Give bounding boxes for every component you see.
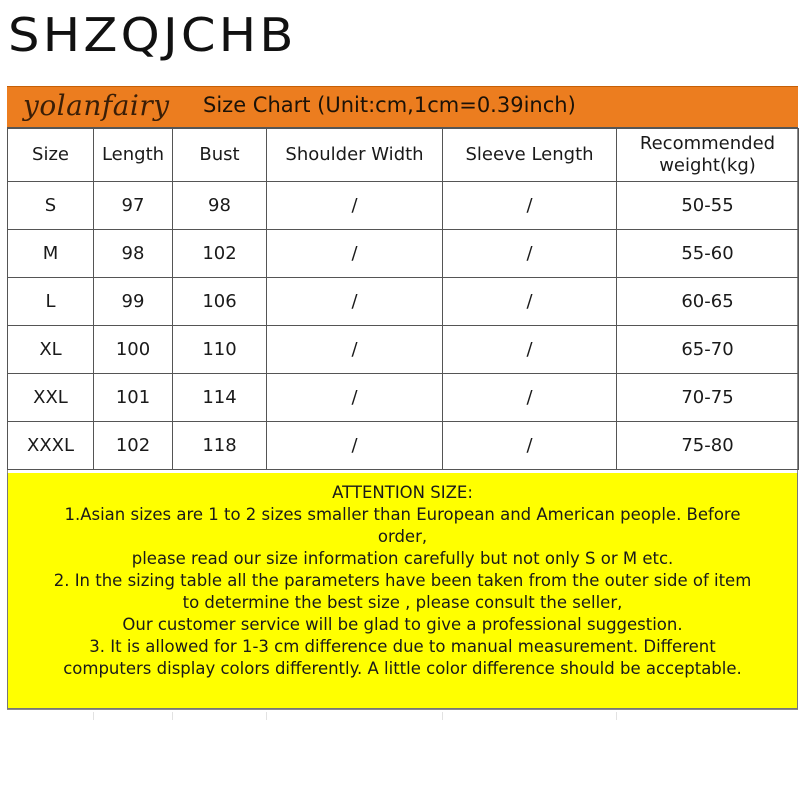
cell-length: 102	[94, 422, 173, 470]
cell-sleeve-length: /	[443, 278, 617, 326]
column-header-shoulder-width: Shoulder Width	[267, 129, 443, 182]
table-header-row	[8, 129, 799, 182]
cell-sleeve-length: /	[443, 230, 617, 278]
cell-size: XXXL	[8, 422, 94, 470]
gridline-stub	[442, 712, 443, 720]
cell-recommended-weight: 50-55	[617, 182, 799, 230]
cell-bust: 110	[173, 326, 267, 374]
notes-line: 1.Asian sizes are 1 to 2 sizes smaller than European and American people. Before	[64, 505, 741, 524]
cell-shoulder-width: /	[267, 278, 443, 326]
size-table	[7, 128, 799, 470]
cell-recommended-weight: 65-70	[617, 326, 799, 374]
cell-shoulder-width: /	[267, 374, 443, 422]
attention-notes	[7, 473, 798, 709]
cell-sleeve-length: /	[443, 326, 617, 374]
cell-bust: 106	[173, 278, 267, 326]
notes-line: Our customer service will be glad to give a professional suggestion.	[122, 615, 683, 634]
size-chart-title: Size Chart (Unit:cm,1cm=0.39inch)	[203, 93, 576, 117]
cell-shoulder-width: /	[267, 326, 443, 374]
store-watermark: SHZQJCHB	[8, 8, 297, 62]
table-row	[8, 374, 799, 422]
table-row	[8, 326, 799, 374]
column-header-sleeve-length: Sleeve Length	[443, 129, 617, 182]
cell-recommended-weight: 70-75	[617, 374, 799, 422]
cell-size: XXL	[8, 374, 94, 422]
cell-length: 97	[94, 182, 173, 230]
cell-length: 100	[94, 326, 173, 374]
cell-shoulder-width: /	[267, 422, 443, 470]
cell-size: XL	[8, 326, 94, 374]
gridline-stub	[266, 712, 267, 720]
cell-size: S	[8, 182, 94, 230]
cell-sleeve-length: /	[443, 374, 617, 422]
column-header-size: Size	[8, 129, 94, 182]
size-chart-header	[7, 86, 798, 128]
table-row	[8, 422, 799, 470]
cell-recommended-weight: 60-65	[617, 278, 799, 326]
cell-bust: 118	[173, 422, 267, 470]
table-row	[8, 182, 799, 230]
cell-bust: 114	[173, 374, 267, 422]
notes-heading: ATTENTION SIZE:	[332, 483, 473, 502]
table-row	[8, 278, 799, 326]
cell-length: 101	[94, 374, 173, 422]
table-row	[8, 230, 799, 278]
residual-gridlines	[7, 712, 798, 720]
gridline-stub	[616, 712, 617, 720]
cell-bust: 98	[173, 182, 267, 230]
notes-line: please read our size information carefully but not only S or M etc.	[131, 549, 674, 568]
notes-line: 2. In the sizing table all the parameters have been taken from the outer side of item	[53, 571, 752, 590]
notes-line: order,	[377, 527, 428, 546]
cell-recommended-weight: 55-60	[617, 230, 799, 278]
cell-sleeve-length: /	[443, 422, 617, 470]
cell-length: 99	[94, 278, 173, 326]
cell-size: M	[8, 230, 94, 278]
cell-bust: 102	[173, 230, 267, 278]
cell-size: L	[8, 278, 94, 326]
gridline-stub	[93, 712, 94, 720]
cell-recommended-weight: 75-80	[617, 422, 799, 470]
column-header-bust: Bust	[173, 129, 267, 182]
cell-shoulder-width: /	[267, 182, 443, 230]
notes-line: computers display colors differently. A little color difference should be acceptable.	[63, 659, 742, 678]
notes-line: to determine the best size , please consult the seller,	[182, 593, 623, 612]
gridline-stub	[172, 712, 173, 720]
column-header-length: Length	[94, 129, 173, 182]
cell-shoulder-width: /	[267, 230, 443, 278]
cell-length: 98	[94, 230, 173, 278]
cell-sleeve-length: /	[443, 182, 617, 230]
column-header-recommended-weight: Recommended weight(kg)	[617, 129, 799, 182]
notes-line: 3. It is allowed for 1-3 cm difference due to manual measurement. Different	[89, 637, 716, 656]
brand-logo-text: yolanfairy	[23, 89, 170, 122]
